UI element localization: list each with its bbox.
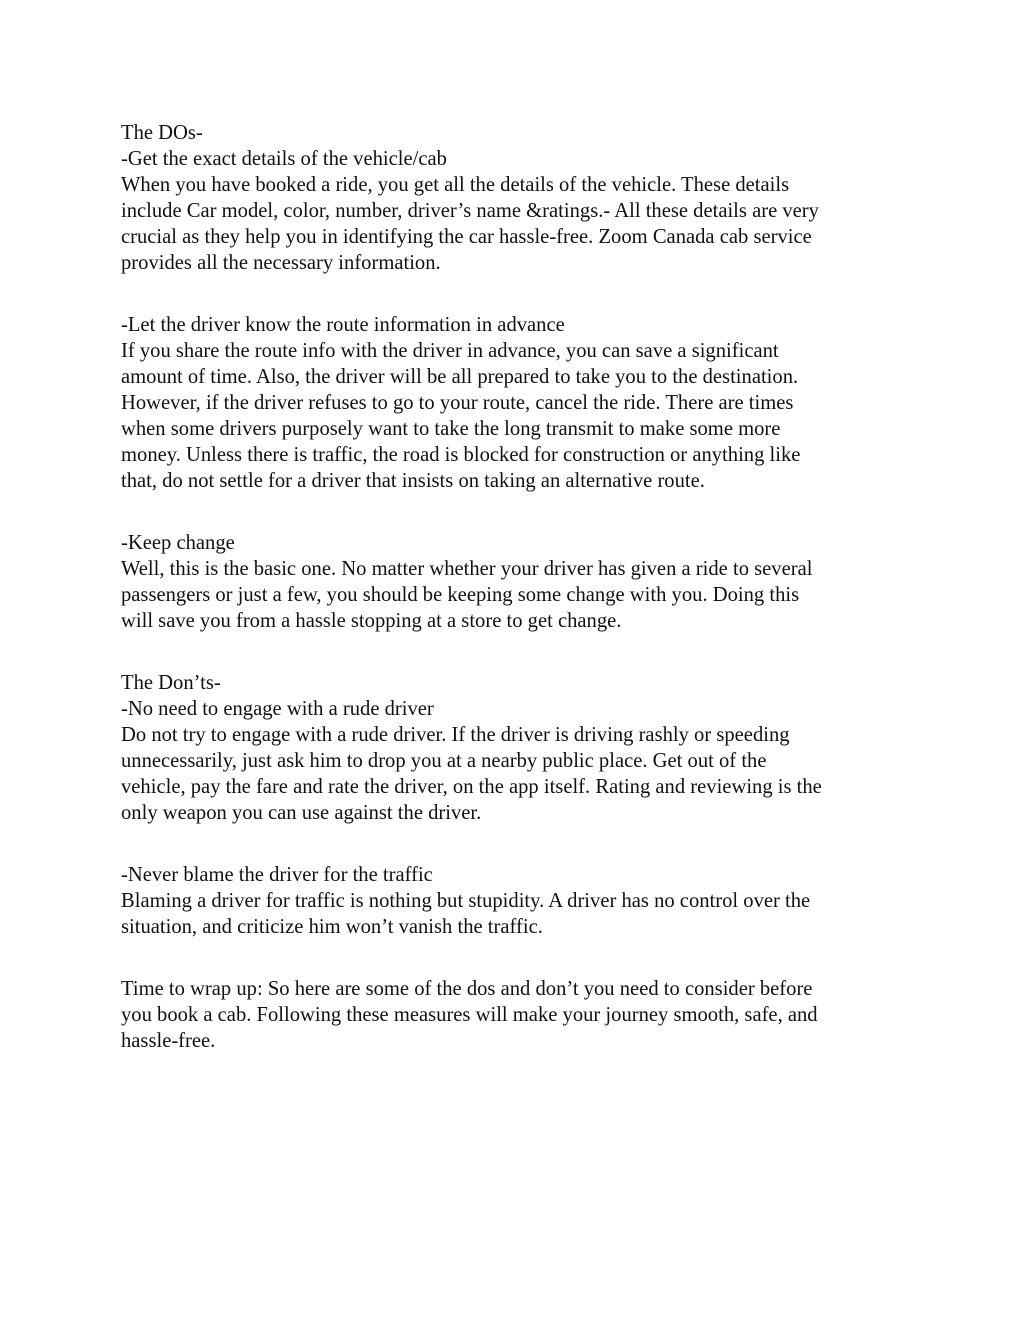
section-route-information bbox=[121, 312, 911, 494]
paragraph-line: However, if the driver refuses to go to your route, cancel the ride. There are times bbox=[121, 392, 794, 414]
paragraph-line: amount of time. Also, the driver will be all prepared to take you to the destination. bbox=[121, 366, 799, 388]
paragraph-line: crucial as they help you in identifying the car hassle-free. Zoom Canada cab service bbox=[121, 226, 812, 248]
subheading-rude-driver: -No need to engage with a rude driver bbox=[121, 698, 434, 720]
paragraph-line: unnecessarily, just ask him to drop you at a nearby public place. Get out of the bbox=[121, 750, 767, 772]
subheading-keep-change: -Keep change bbox=[121, 532, 235, 554]
paragraph-line: that, do not settle for a driver that insists on taking an alternative route. bbox=[121, 470, 705, 492]
section-dos-vehicle-details bbox=[121, 120, 911, 276]
paragraph-line: hassle-free. bbox=[121, 1030, 216, 1052]
heading-dos: The DOs- bbox=[121, 122, 203, 144]
paragraph-line: you book a cab. Following these measures will make your journey smooth, safe, and bbox=[121, 1004, 818, 1026]
paragraph-line: When you have booked a ride, you get all the details of the vehicle. These details bbox=[121, 174, 790, 196]
section-wrap-up bbox=[121, 976, 911, 1054]
document-page bbox=[121, 120, 911, 1090]
paragraph-line: include Car model, color, number, driver’s name &ratings.- All these details are very bbox=[121, 200, 819, 222]
paragraph-line: Time to wrap up: So here are some of the dos and don’t you need to consider before bbox=[121, 978, 813, 1000]
paragraph-line: Do not try to engage with a rude driver. If the driver is driving rashly or speeding bbox=[121, 724, 790, 746]
paragraph-line: passengers or just a few, you should be keeping some change with you. Doing this bbox=[121, 584, 800, 606]
paragraph-line: will save you from a hassle stopping at a store to get change. bbox=[121, 610, 622, 632]
paragraph-line: provides all the necessary information. bbox=[121, 252, 441, 274]
heading-donts: The Don’ts- bbox=[121, 672, 221, 694]
subheading-route-information: -Let the driver know the route information in advance bbox=[121, 314, 565, 336]
paragraph-line: when some drivers purposely want to take the long transmit to make some more bbox=[121, 418, 781, 440]
paragraph-line: situation, and criticize him won’t vanish the traffic. bbox=[121, 916, 543, 938]
section-keep-change bbox=[121, 530, 911, 634]
subheading-blame-traffic: -Never blame the driver for the traffic bbox=[121, 864, 433, 886]
paragraph-line: Blaming a driver for traffic is nothing but stupidity. A driver has no control over the bbox=[121, 890, 811, 912]
section-donts-rude-driver bbox=[121, 670, 911, 826]
paragraph-line: only weapon you can use against the driver. bbox=[121, 802, 482, 824]
paragraph-line: vehicle, pay the fare and rate the driver, on the app itself. Rating and reviewing is the bbox=[121, 776, 822, 798]
paragraph-line: Well, this is the basic one. No matter whether your driver has given a ride to several bbox=[121, 558, 813, 580]
section-blame-traffic bbox=[121, 862, 911, 940]
subheading-vehicle-details: -Get the exact details of the vehicle/cab bbox=[121, 148, 447, 170]
paragraph-line: money. Unless there is traffic, the road is blocked for construction or anything like bbox=[121, 444, 801, 466]
paragraph-line: If you share the route info with the driver in advance, you can save a significant bbox=[121, 340, 779, 362]
